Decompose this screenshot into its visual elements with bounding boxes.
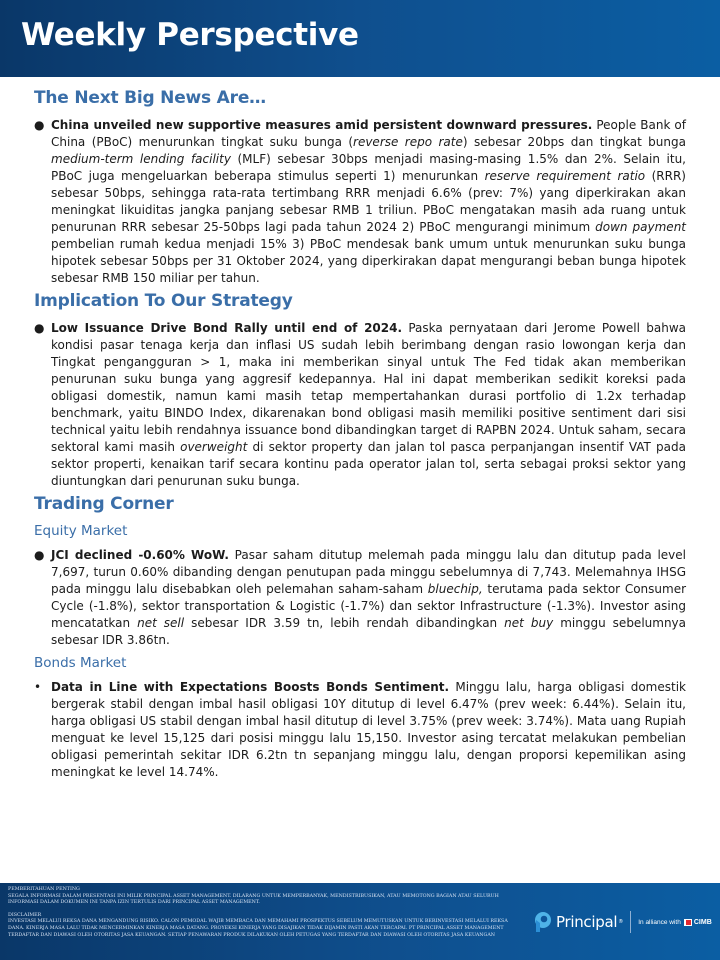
bullet-text: ) sebesar 20bps dan tingkat bunga (462, 135, 686, 149)
bullet-icon: ● (34, 118, 45, 132)
bullet-text: Minggu lalu, harga obligasi domestik bergerak stabil dengan imbal hasil obligasi 10Y ditutup di level 6.47% (prev week: 6.44%). Selain itu, harga obligasi US stabil dengan imbal hasil ditutup di level 3.75% (prev week: 3.74%). Mata uang Rupiah menguat ke level 15,125 dari posisi minggu lalu 15,150. Investor asing tercatat melakukan pembelian obligasi pemerintah sekitar IDR 6.2tn tn sepanjang minggu lalu, dengan proporsi kepemilikan asing meningkat ke level 14.74%. (51, 680, 686, 779)
implication-bullet (34, 320, 686, 490)
bullet-lead: Low Issuance Drive Bond Rally until end of 2024. (51, 321, 403, 335)
registered-mark: ® (618, 919, 624, 925)
section-next-big-news (34, 88, 686, 287)
bullet-lead: JCI declined -0.60% WoW. (51, 548, 229, 562)
bullet-icon: • (34, 680, 42, 694)
disclaimer-text: INVESTASI MELALUI REKSA DANA MENGANDUNG RISIKO. CALON PEMODAL WAJIB MEMBACA DAN MEMAHAMI PROSPEKTUS SEBELUM MEMUTUSKAN UNTUK BERINVESTASI MELALUI REKSA DANA. KINERJA MASA LALU TIDAK MENCERMINKAN KINERJA MASA DATANG. PROYEKSI KINERJA YANG DISAJIKAN TIDAK DIJAMIN PASTI AKAN TERCAPAI. PT PRINCIPAL ASSET MANAGEMENT TERDAFTAR DAN DIAWASI OLEH OTORITAS JASA KEUANGAN. SETIAP PENAWARAN PRODUK DILAKUKAN OLEH PETUGAS YANG TERDAFTAR DAN DIAWASI OLEH OTORITAS JASA KEUANGAN (8, 919, 508, 938)
notice-title: PEMBERITAHUAN PENTING (8, 887, 80, 892)
bullet-text: People Bank of China (PBoC) menurunkan tingkat suku bunga ( (51, 118, 686, 149)
equity-bullet (34, 547, 686, 649)
important-notice (8, 887, 518, 907)
bullet-term: reserve requirement ratio (484, 169, 646, 183)
bullet-term: medium-term lending facility (51, 152, 231, 166)
content (34, 88, 686, 785)
bullet-text: (MLF) sebesar 30bps menjadi masing-masing 1.5% dan 2%. Selain itu, PBoC juga mengeluarkan beberapa stimulus seperti 1) menurunkan (51, 152, 686, 183)
page-title: Weekly Perspective (21, 17, 359, 53)
bullet-lead: Data in Line with Expectations Boosts Bonds Sentiment. (51, 680, 450, 694)
page-header (0, 0, 720, 77)
bullet-text: pembelian rumah kedua menjadi 15% 3) PBoC mendesak bank umum untuk menurunkan suku bunga hipotek sebesar 50bps per 31 Oktober 2024, yang diperkirakan dapat mengurangi beban bunga hipotek sebesar RMB 150 miliar per tahun. (51, 237, 686, 285)
bullet-lead: China unveiled new supportive measures amid persistent downward pressures. (51, 118, 593, 132)
section-implication (34, 291, 686, 490)
disclaimer-title: DISCLAIMER (8, 912, 42, 918)
footer-notes (8, 887, 518, 945)
alliance-text: In alliance with (638, 918, 681, 926)
brand-lockup (534, 907, 712, 937)
bullet-icon: ● (34, 548, 45, 562)
disclaimer (8, 913, 518, 939)
section-trading-corner (34, 494, 686, 781)
bullet-text: minggu sebelumnya sebesar IDR 3.86tn. (51, 616, 687, 647)
bullet-text: terutama pada sektor Consumer Cycle (-1.8%), sektor transportation & Logistic (-1.7%) dan sektor Infrastructure (-1.3%). Investor asing mencatatkan (51, 582, 687, 630)
principal-logo-icon (534, 911, 552, 933)
bullet-text: (RRR) sebesar 50bps, sehingga rata-rata tertimbang RRR menjadi 6.6% (prev: 7%) yang diperkirakan akan meningkat likuiditas jangka panjang sebesar RMB 1 triliun. PBoC mengatakan masih ada ruang untuk penurunan RRR sebesar 25-50bps lagi pada tahun 2024 2) PBoC mengurangi minimum (51, 169, 686, 234)
section-title-implication: Implication To Our Strategy (34, 291, 293, 311)
bullet-term: down payment (595, 220, 686, 234)
bonds-bullet (34, 679, 686, 781)
bullet-icon: ● (34, 321, 45, 335)
cimb-logo-icon (684, 919, 692, 926)
section-title-next-big-news: The Next Big News Are… (34, 88, 266, 108)
bullet-term: reverse repo rate (353, 135, 463, 149)
notice-text: SEGALA INFORMASI DALAM PRESENTASI INI MILIK PRINCIPAL ASSET MANAGEMENT. DILARANG UNTUK MEMPERBANYAK, MENDISTRIBUSIKAN, ATAU MEMOTONG BAGIAN ATAU SELURUH INFORMASI DALAM DOKUMEN INI TANPA IZIN TERTULIS DARI PRINCIPAL ASSET MANAGEMENT. (8, 893, 499, 906)
subtitle-equity-market: Equity Market (34, 523, 128, 539)
brand-name: Principal (556, 913, 618, 931)
subtitle-bonds-market: Bonds Market (34, 655, 127, 671)
news-bullet (34, 117, 686, 287)
bullet-text: sebesar IDR 3.59 tn, lebih rendah dibandingkan (184, 616, 505, 630)
bullet-text: di sektor property dan jalan tol pasca perpanjangan insentif VAT pada sektor properti, kenaikan tarif secara kontinu pada operator jalan tol, serta sebagai proksi sektor yang diuntungkan dari penurunan suku bunga. (51, 440, 686, 488)
bullet-term: net buy (504, 616, 554, 630)
bullet-text: Paska pernyataan dari Jerome Powell bahwa kondisi pasar tenaga kerja dan inflasi US sudah lebih berimbang dengan rasio lowongan kerja dan Tingkat pengangguran > 1, maka ini memberikan sinyal untuk The Fed tidak akan memberikan penurunan suku bunga yang aggresif kedepannya. Hal ini dapat memberikan sedikit koreksi pada obligasi domestik, namun kami masih tetap mempertahankan durasi portfolio di 1.2x terhadap benchmark, yaitu BINDO Index, dikarenakan bond obligasi masih memiliki positive sentiment dari sisi technical yaitu lebih rendahnya issuance bond dibandingkan target di RAPBN 2024. Untuk saham, secara sektoral kami masih (51, 321, 686, 454)
bullet-term: bluechip, (427, 582, 483, 596)
brand-divider (630, 911, 631, 933)
section-title-trading-corner: Trading Corner (34, 494, 174, 514)
bullet-text: Pasar saham ditutup melemah pada minggu lalu dan ditutup pada level 7,697, turun 0.60% dibanding dengan penutupan pada minggu sebelumnya di 7,743. Melemahnya IHSG pada minggu lalu disebabkan oleh pelemahan saham-saham (51, 548, 686, 596)
bullet-term: net sell (137, 616, 185, 630)
bullet-term: overweight (180, 440, 248, 454)
partner-name: CIMB (693, 918, 712, 926)
